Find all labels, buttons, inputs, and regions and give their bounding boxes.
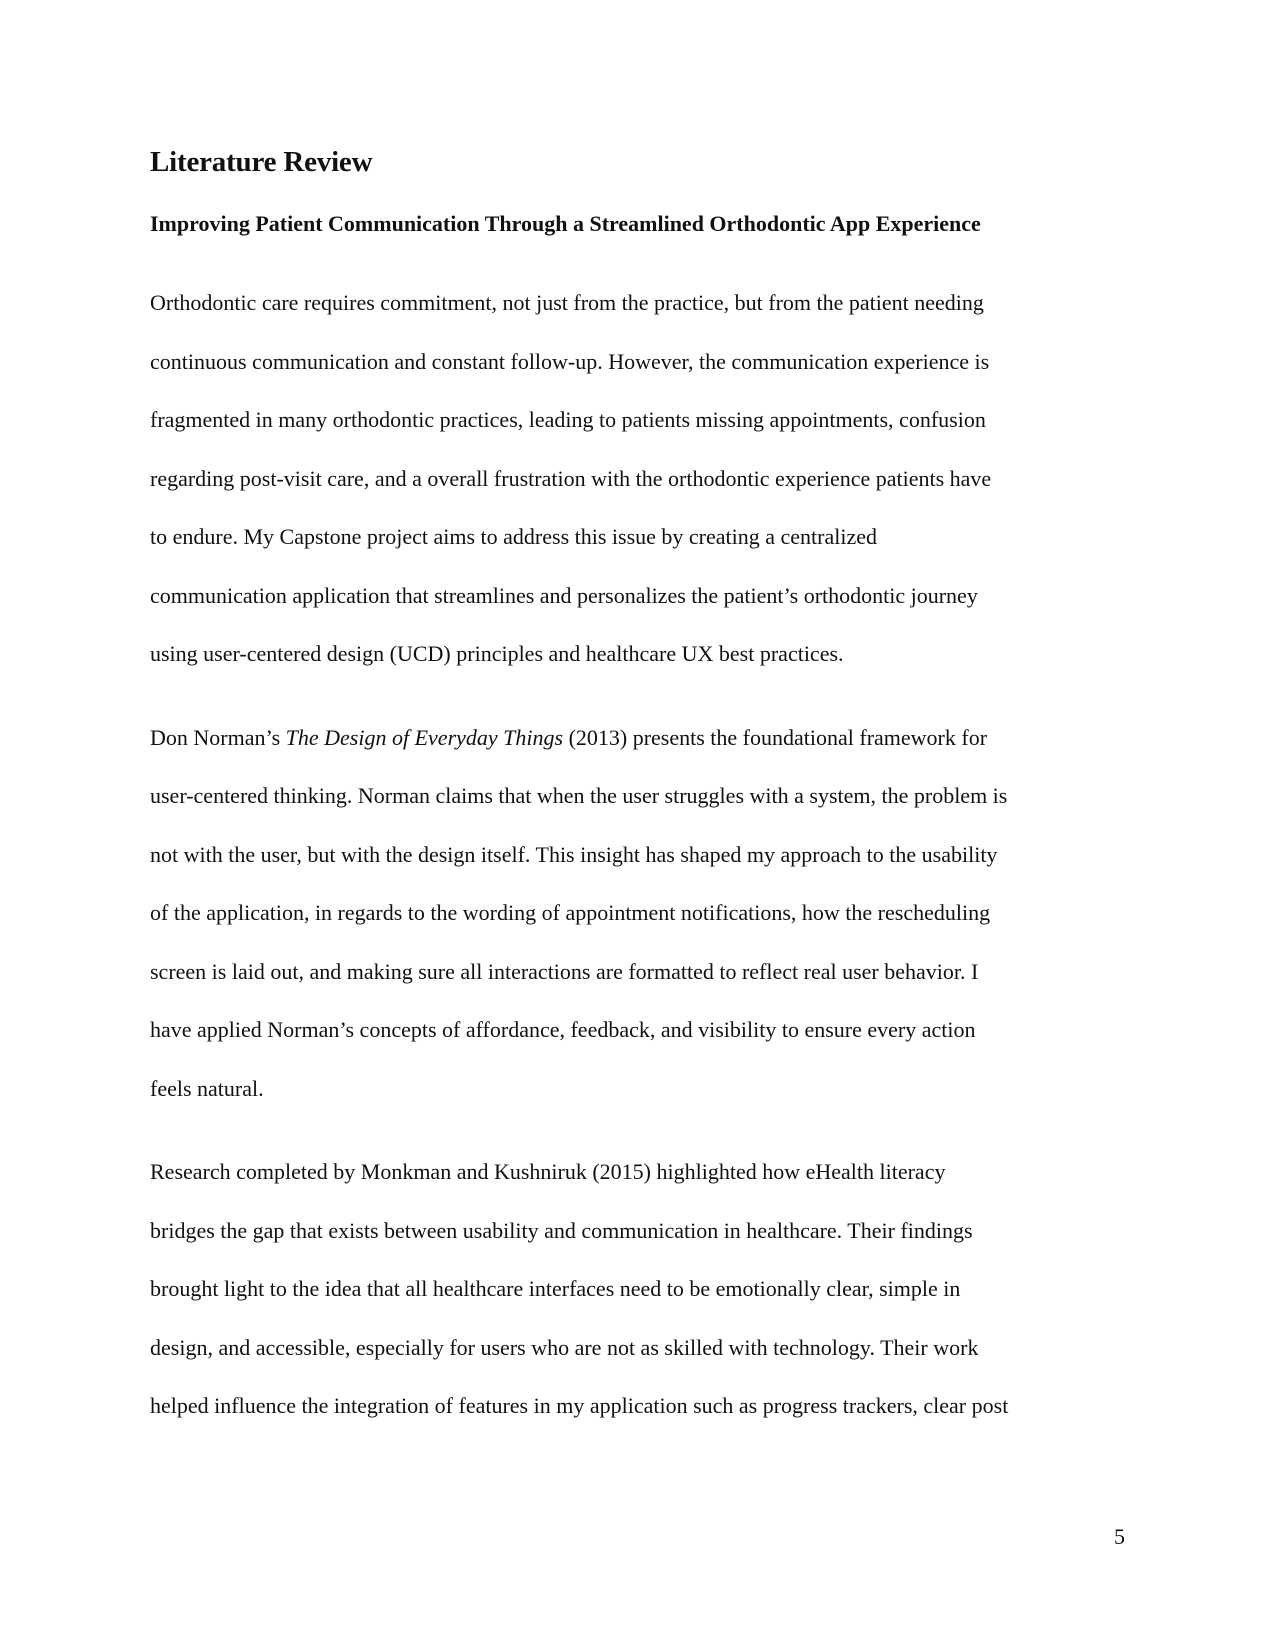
body-paragraph-2 bbox=[150, 709, 1128, 1119]
section-subheading: Improving Patient Communication Through a Streamlined Orthodontic App Experience bbox=[150, 211, 981, 236]
page-content bbox=[150, 140, 1128, 1436]
paragraph-2-rest: (2013) presents the foundational framework for user-centered thinking. Norman claims that when the user struggles with a system, the problem is not with the user, but with the design itself. This insight has shaped my approach to the usability of the application, in regards to the wording of appointment notifications, how the rescheduling screen is laid out, and making sure all interactions are formatted to reflect real user behavior. I have applied Norman’s concepts of affordance, feedback, and visibility to ensure every action feels natural. bbox=[150, 724, 1008, 1101]
body-paragraph-3: Research completed by Monkman and Kushniruk (2015) highlighted how eHealth literacy bridges the gap that exists between usability and communication in healthcare. Their findings brought light to the idea that all healthcare interfaces need to be emotionally clear, simple in design, and accessible, especially for users who are not as skilled with technology. Their work helped influence the integration of features in my application such as progress trackers, clear post bbox=[150, 1159, 1009, 1418]
section-heading: Literature Review bbox=[150, 146, 373, 178]
page-number: 5 bbox=[1114, 1524, 1125, 1549]
body-paragraph-1: Orthodontic care requires commitment, not just from the practice, but from the patient needing continuous communication and constant follow-up. However, the communication experience is fragmented in many orthodontic practices, leading to patients missing appointments, confusion regarding post-visit care, and a overall frustration with the orthodontic experience patients have to endure. My Capstone project aims to address this issue by creating a centralized communication application that streamlines and personalizes the patient’s orthodontic journey using user-centered design (UCD) principles and healthcare UX best practices. bbox=[150, 290, 992, 666]
book-title: The Design of Everyday Things bbox=[285, 724, 564, 750]
paragraph-2-lead: Don Norman’s bbox=[150, 724, 286, 750]
